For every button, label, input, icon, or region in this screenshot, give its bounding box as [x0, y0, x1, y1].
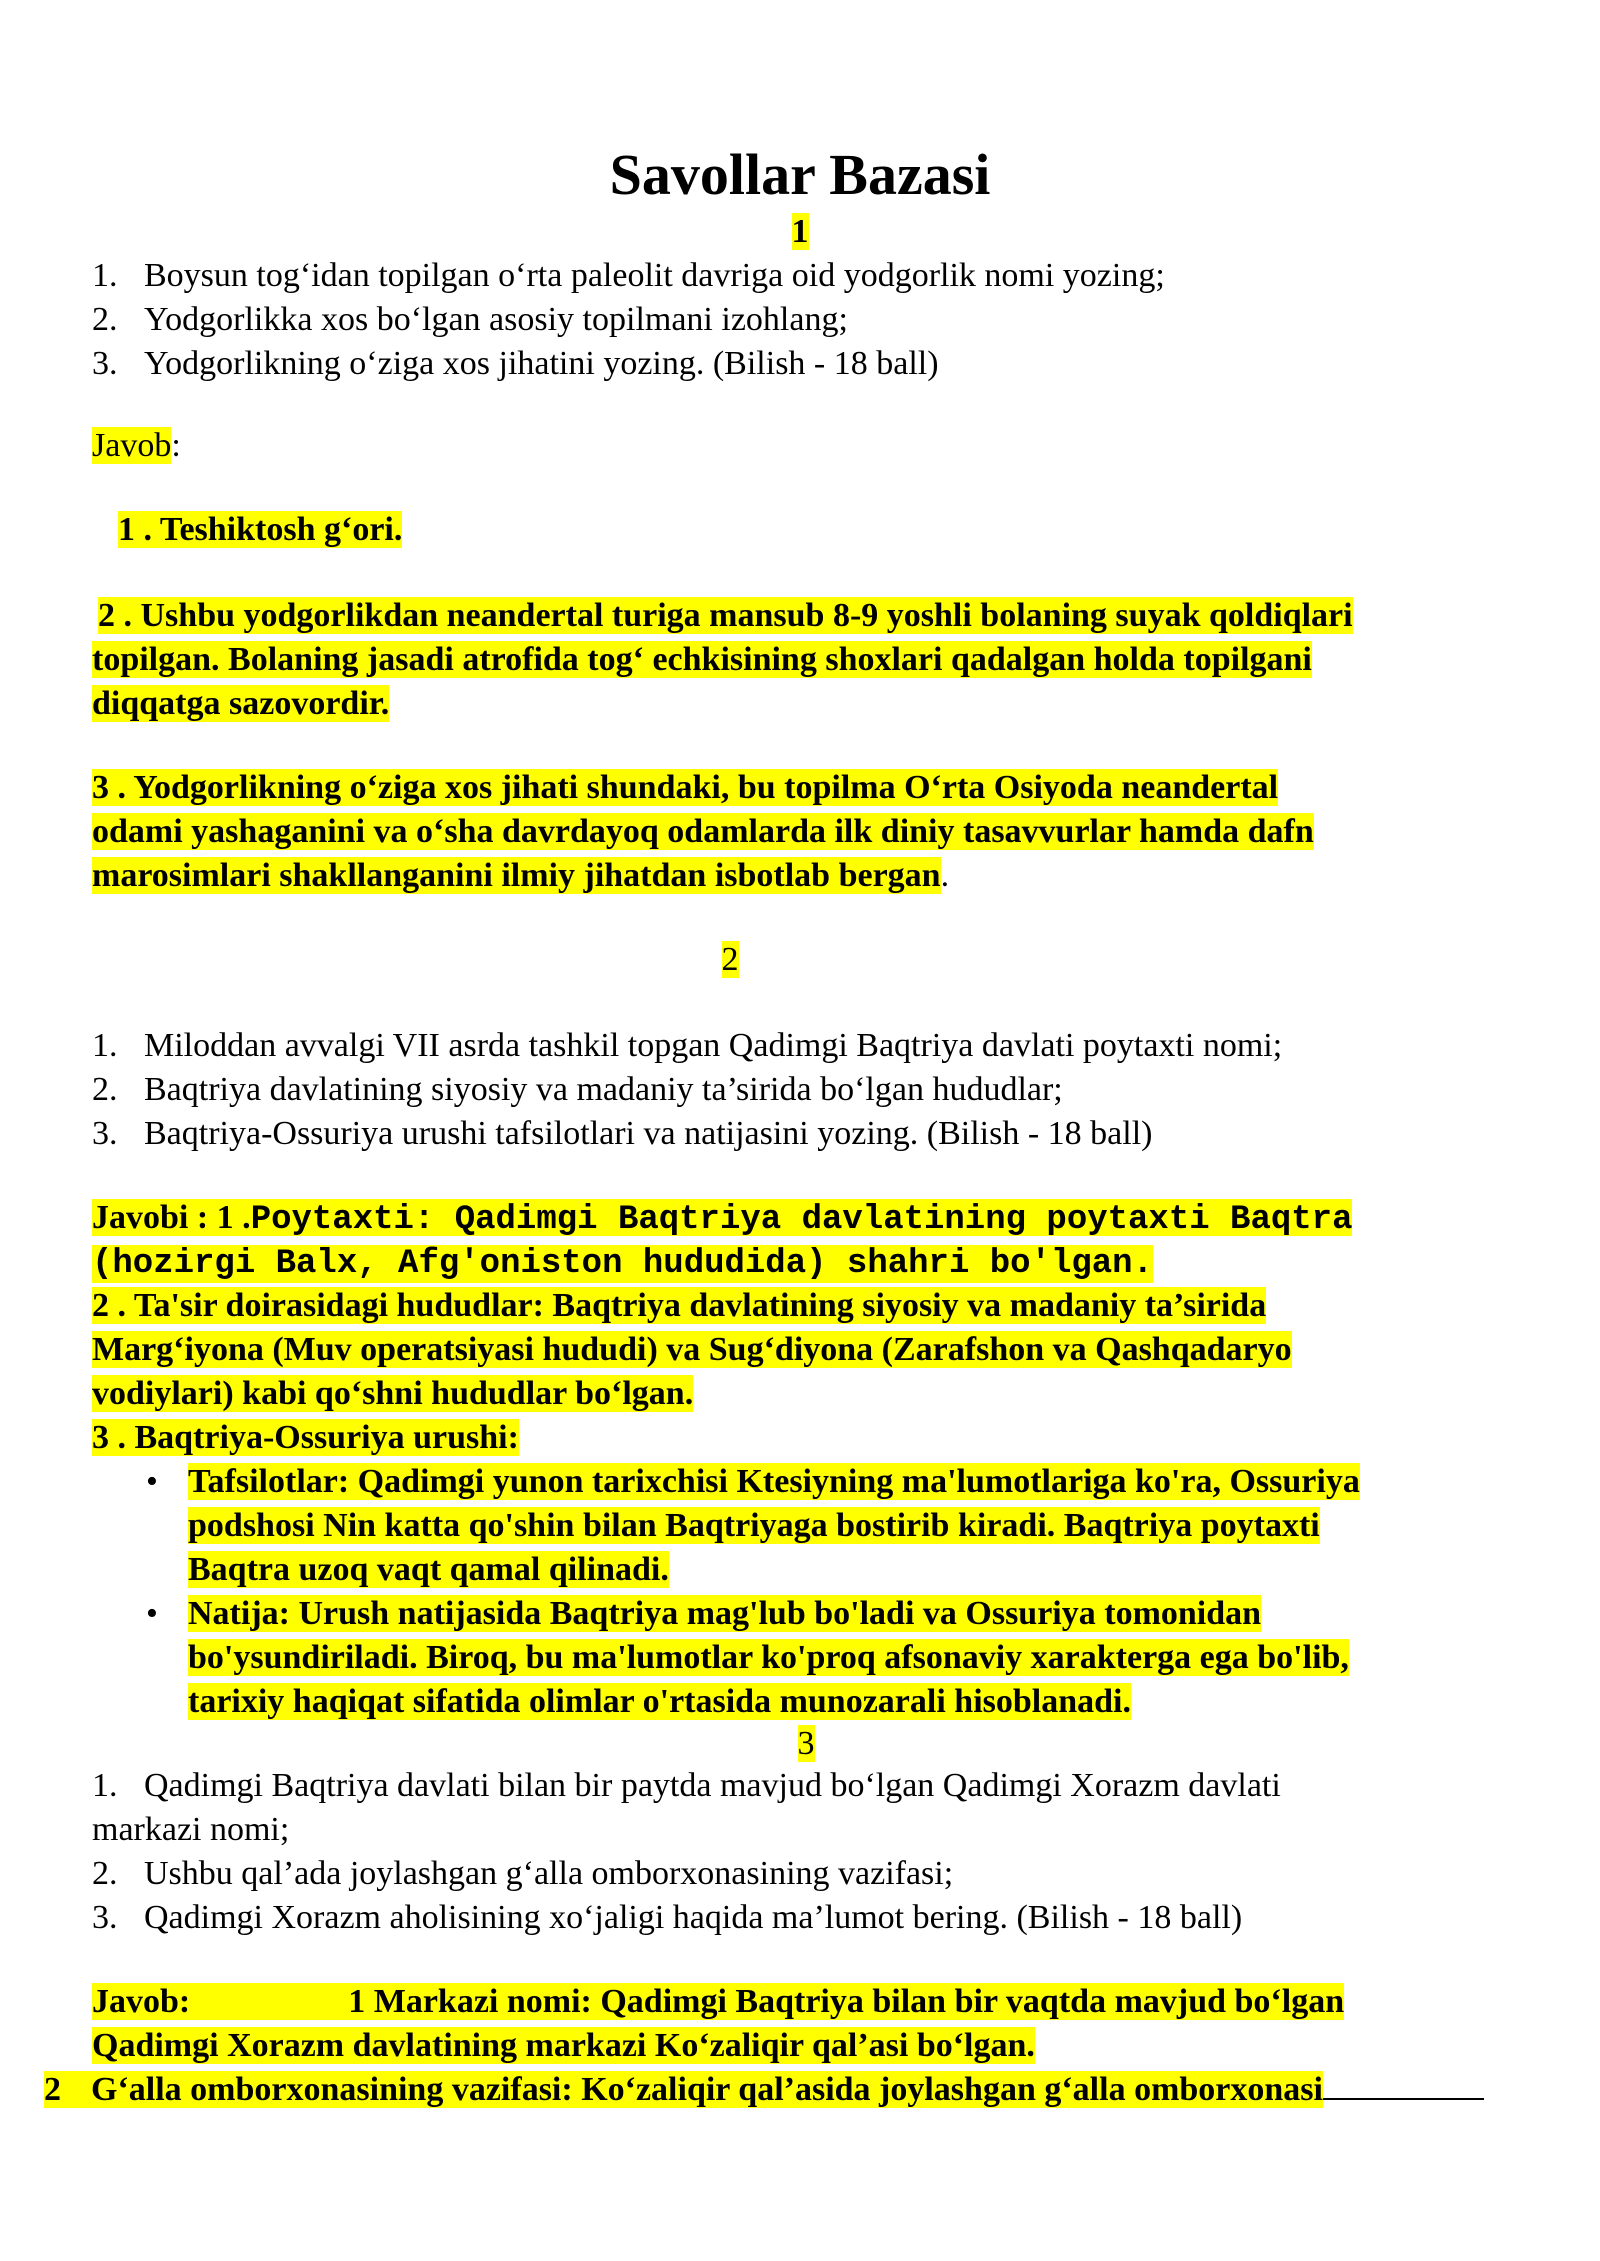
q2-bullet-2-line-2: bo'ysundiriladi. Biroq, bu ma'lumotlar ko'proq afsonaviy xarakterga ega bo'lib,	[188, 1639, 1349, 1676]
q2-bullet-1-line-2: podshosi Nin katta qo'shin bilan Baqtriyaga bostirib kiradi. Baqtriya poytaxti	[188, 1507, 1320, 1544]
q2-answer-3-heading: 3 . Baqtriya-Ossuriya urushi:	[92, 1419, 519, 1456]
q1-answer-2-line-2: topilgan. Bolaning jasadi atrofida tog‘ echkisining shoxlari qadalgan holda topilgani	[92, 641, 1312, 678]
q1-answer-3-line-1: 3 . Yodgorlikning o‘ziga xos jihati shundaki, bu topilma O‘rta Osiyoda neandertal	[92, 769, 1279, 806]
page-title: Savollar Bazasi	[609, 142, 991, 207]
q1-answer-1: 1 . Teshiktosh g‘ori.	[118, 511, 403, 548]
q3-item-3: 3. Qadimgi Xorazm aholisining xo‘jaligi haqida ma’lumot bering. (Bilish - 18 ball)	[92, 1899, 1243, 1936]
q1-answer-label: Javob:	[92, 427, 181, 464]
question-number-3: 3	[797, 1725, 815, 1762]
bullet-icon: •	[146, 1463, 158, 1500]
q2-bullet-2-line-3: tarixiy haqiqat sifatida olimlar o'rtasida munozarali hisoblanadi.	[188, 1683, 1131, 1720]
q2-bullet-2-line-1: Natija: Urush natijasida Baqtriya mag'lub bo'ladi va Ossuriya tomonidan	[188, 1595, 1262, 1632]
question-number-2: 2	[721, 941, 739, 978]
q1-answer-3-line-2: odami yashaganini va o‘sha davrdayoq odamlarda ilk diniy tasavvurlar hamda dafn	[92, 813, 1314, 850]
q3-item-2: 2. Ushbu qal’ada joylashgan g‘alla omborxonasining vazifasi;	[92, 1855, 954, 1892]
q2-answer-1-line-2: (hozirgi Balx, Afg'oniston hududida) shahri bo'lgan.	[92, 1245, 1153, 1283]
q1-answer-2-line-3: diqqatga sazovordir.	[92, 685, 390, 722]
q3-answer-2-line-1: 2 G‘alla omborxonasining vazifasi: Ko‘zaliqir qal’asida joylashgan g‘alla omborxonasi	[44, 2071, 1323, 2108]
q1-answer-2-line-1: 2 . Ushbu yodgorlikdan neandertal turiga mansub 8-9 yoshli bolaning suyak qoldiqlari	[98, 597, 1353, 634]
bullet-icon: •	[146, 1595, 158, 1632]
q3-answer-1-line-1: Javob: 1 Markazi nomi: Qadimgi Baqtriya bilan bir vaqtda mavjud bo‘lgan	[92, 1983, 1345, 2020]
q1-item-3: 3. Yodgorlikning o‘ziga xos jihatini yozing. (Bilish - 18 ball)	[92, 345, 939, 382]
q1-item-2: 2. Yodgorlikka xos bo‘lgan asosiy topilmani izohlang;	[92, 301, 848, 338]
q2-bullet-1-line-1: Tafsilotlar: Qadimgi yunon tarixchisi Ktesiyning ma'lumotlariga ko'ra, Ossuriya	[188, 1463, 1360, 1500]
q2-answer-2-line-1: 2 . Ta'sir doirasidagi hududlar: Baqtriya davlatining siyosiy va madaniy ta’sirida	[92, 1287, 1267, 1324]
question-number-1: 1	[791, 213, 809, 250]
q2-item-1: 1. Miloddan avvalgi VII asrda tashkil topgan Qadimgi Baqtriya davlati poytaxti nomi;	[92, 1027, 1283, 1064]
q2-answer-2-line-3: vodiylari) kabi qo‘shni hududlar bo‘lgan.	[92, 1375, 694, 1412]
q2-bullet-1-line-3: Baqtra uzoq vaqt qamal qilinadi.	[188, 1551, 669, 1588]
q3-item-1-line-2: markazi nomi;	[92, 1811, 290, 1848]
q3-item-1-line-1: 1. Qadimgi Baqtriya davlati bilan bir paytda mavjud bo‘lgan Qadimgi Xorazm davlati	[92, 1767, 1281, 1804]
q1-answer-3-line-3: marosimlari shakllanganini ilmiy jihatdan isbotlab bergan.	[92, 857, 950, 894]
q2-item-2: 2. Baqtriya davlatining siyosiy va madaniy ta’sirida bo‘lgan hududlar;	[92, 1071, 1063, 1108]
q2-answer-1-line-1: Javobi : 1 .Poytaxti: Qadimgi Baqtriya davlatining poytaxti Baqtra	[92, 1199, 1353, 1239]
q1-item-1: 1. Boysun tog‘idan topilgan o‘rta paleolit davriga oid yodgorlik nomi yozing;	[92, 257, 1165, 294]
q3-answer-1-line-2: Qadimgi Xorazm davlatining markazi Ko‘zaliqir qal’asi bo‘lgan.	[92, 2027, 1035, 2064]
q2-item-3: 3. Baqtriya-Ossuriya urushi tafsilotlari va natijasini yozing. (Bilish - 18 ball)	[92, 1115, 1153, 1152]
q2-answer-2-line-2: Marg‘iyona (Muv operatsiyasi hududi) va Sug‘diyona (Zarafshon va Qashqadaryo	[92, 1331, 1292, 1368]
